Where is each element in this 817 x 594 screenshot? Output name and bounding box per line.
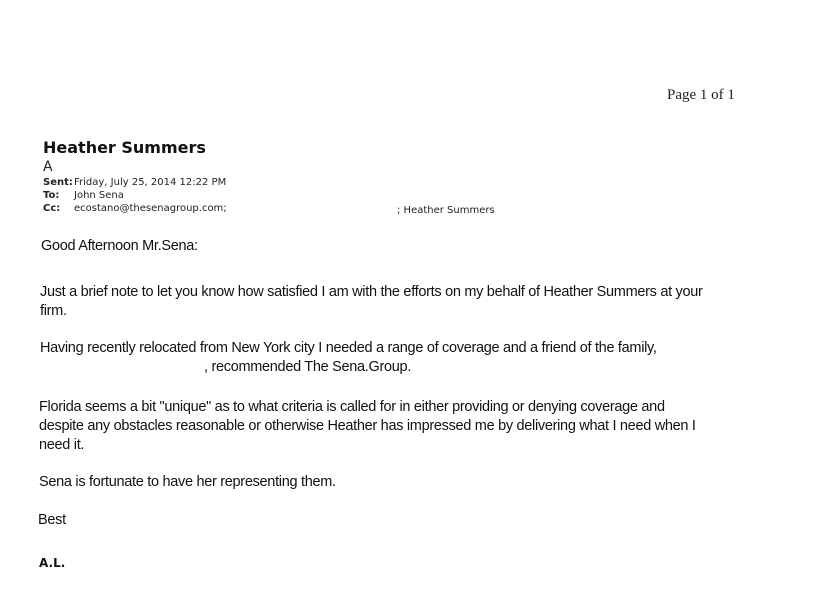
paragraph-3-line-3: need it.	[39, 437, 85, 453]
sent-row	[43, 177, 226, 188]
sender-initial: A	[43, 159, 53, 175]
signoff: Best	[38, 512, 66, 528]
cc-row	[43, 203, 227, 214]
page-indicator: Page 1 of 1	[667, 87, 735, 103]
paragraph-1-line-2: firm.	[40, 303, 67, 319]
paragraph-1-line-1: Just a brief note to let you know how satisfied I am with the efforts on my behalf of Heather Summers at your	[40, 284, 703, 300]
to-value: John Sena	[74, 190, 124, 201]
cc-label: Cc:	[43, 203, 61, 214]
paragraph-4: Sena is fortunate to have her representing them.	[39, 474, 336, 490]
paragraph-3-line-1: Florida seems a bit "unique" as to what criteria is called for in either providing or denying coverage and	[39, 399, 665, 415]
to-label: To:	[43, 190, 60, 201]
sender-name: Heather Summers	[43, 138, 206, 157]
greeting: Good Afternoon Mr.Sena:	[41, 238, 198, 254]
sent-label: Sent:	[43, 177, 73, 188]
sent-value: Friday, July 25, 2014 12:22 PM	[74, 177, 227, 188]
paragraph-2-line-1: Having recently relocated from New York city I needed a range of coverage and a friend of the family,	[40, 340, 657, 356]
paragraph-3	[39, 398, 696, 455]
cc-extra-recipient: ; Heather Summers	[397, 205, 495, 216]
sender-initials: A.L.	[39, 556, 66, 570]
to-row	[43, 190, 124, 201]
paragraph-2-line-2: , recommended The Sena.Group.	[204, 359, 412, 375]
paragraph-1	[40, 283, 703, 321]
paragraph-3-line-2: despite any obstacles reasonable or otherwise Heather has impressed me by delivering what I need when I	[39, 418, 696, 434]
cc-value: ecostano@thesenagroup.com;	[74, 203, 227, 214]
paragraph-2	[40, 339, 657, 377]
